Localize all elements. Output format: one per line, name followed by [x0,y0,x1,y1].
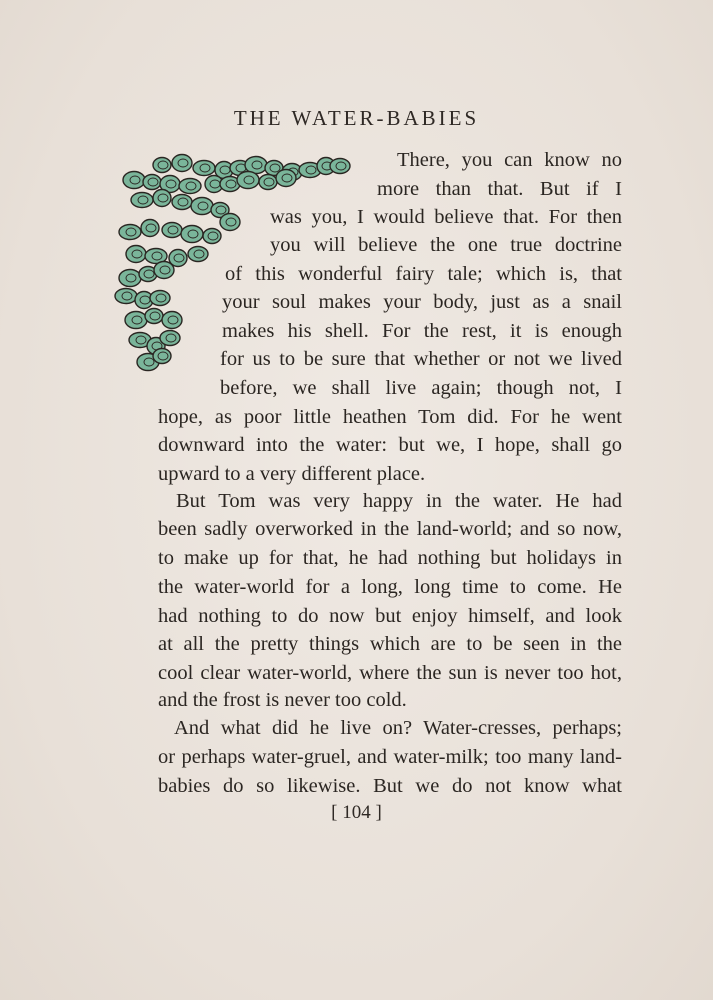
cress-leaf [188,247,208,262]
text-line: of this wonderful fairy tale; which is, that [225,263,622,285]
text-line: was you, I would believe that. For then [270,206,622,228]
text-line: your soul makes your body, just as a snail [222,291,622,313]
cress-leaf [220,214,240,231]
cress-leaf [119,270,141,287]
text-line: for us to be sure that whether or not we lived [220,348,622,370]
cress-leaf [172,155,192,172]
text-line: you will believe the one true doctrine [270,234,622,256]
cress-leaf [237,172,259,189]
text-line: had nothing to do now but enjoy himself, and look [158,605,622,627]
cress-leaf [276,170,296,187]
text-line: upward to a very different place. [158,463,426,485]
text-line: But Tom was very happy in the water. He had [176,490,622,512]
cress-leaf [162,312,182,329]
text-line: before, we shall live again; though not, I [220,377,622,399]
cress-leaf [119,225,141,240]
text-line: hope, as poor little heathen Tom did. For he went [158,406,622,428]
cress-leaf [115,289,137,304]
text-line: cool clear water-world, where the sun is never too hot, [158,662,622,684]
text-line: babies do so likewise. But we do not know what [158,775,622,797]
text-line: makes his shell. For the rest, it is enough [222,320,622,342]
cress-leaf [191,198,213,215]
cress-leaf [330,159,350,174]
cress-leaf [150,291,170,306]
page-number: [ 104 ] [331,802,382,823]
cress-leaf [179,179,201,194]
cress-leaf [154,262,174,279]
cress-leaf [131,193,153,208]
cress-leaf [126,246,146,263]
cress-leaf [172,195,192,210]
text-line: been sadly overworked in the land-world; and so now, [158,518,622,540]
text-line: the water-world for a long, long time to come. He [158,576,622,598]
text-line: and the frost is never too cold. [158,689,407,711]
text-line: to make up for that, he had nothing but holidays in [158,547,622,569]
text-line: or perhaps water-gruel, and water-milk; too many land- [158,746,622,768]
text-line: And what did he live on? Water-cresses, perhaps; [174,717,622,739]
cress-leaf [123,172,145,189]
text-line: at all the pretty things which are to be seen in the [158,633,622,655]
cress-leaf [125,312,147,329]
page-title: THE WATER-BABIES [233,106,480,130]
cress-leaf [193,161,215,176]
cress-leaf [160,331,180,346]
text-line: more than that. But if I [377,178,622,200]
cress-leaf [162,223,182,238]
text-line: There, you can know no [397,149,622,171]
cress-leaf [181,226,203,243]
text-line: downward into the water: but we, I hope, shall go [158,434,622,456]
